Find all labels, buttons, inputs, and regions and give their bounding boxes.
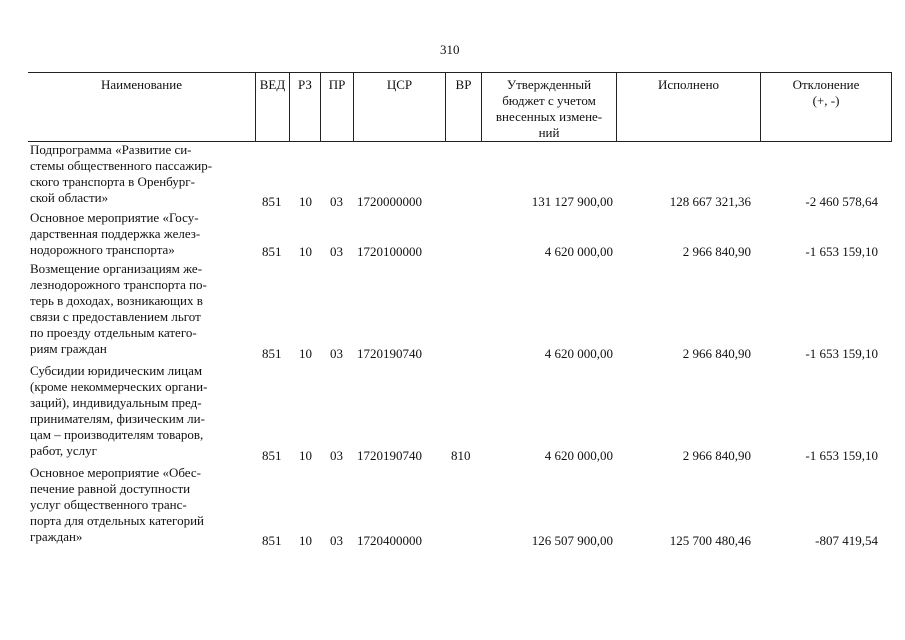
header-vr: ВР: [445, 73, 481, 141]
cell-ved: 851: [262, 448, 282, 463]
row-name: Основное мероприятие «Госу- дарственная поддержка желез- нодорожного транспорта»: [30, 210, 201, 257]
row-name: Возмещение организациям же- лезнодорожного транспорта по- терь в доходах, возникающих в связи с предоставлением льгот по проезду отдельным катего- риям граждан: [30, 261, 207, 356]
cell-deviation: -1 653 159,10: [805, 448, 878, 463]
header-deviation-line: (+, -): [812, 93, 840, 108]
cell-ved: 851: [262, 244, 282, 259]
header-approved-line: бюджет с учетом: [502, 93, 596, 108]
cell-approved: 4 620 000,00: [544, 244, 613, 259]
header-pr: ПР: [320, 73, 353, 141]
header-approved-line: ний: [538, 125, 560, 140]
cell-approved: 4 620 000,00: [544, 346, 613, 361]
cell-rz: 10: [299, 244, 312, 259]
cell-rz: 10: [299, 346, 312, 361]
header-deviation: [760, 73, 892, 141]
cell-executed: 125 700 480,46: [669, 533, 751, 548]
header-name: Наименование: [101, 77, 182, 92]
page-number: 310: [440, 42, 460, 57]
header-ved: ВЕД: [255, 73, 289, 141]
cell-ved: 851: [262, 194, 282, 209]
cell-pr: 03: [330, 448, 343, 463]
cell-csr: 1720000000: [357, 194, 422, 209]
header-executed: Исполнено: [616, 73, 760, 141]
row-name: Подпрограмма «Развитие си- стемы общественного пассажир- ского транспорта в Оренбург- ской области»: [30, 142, 213, 205]
cell-vr: 810: [451, 448, 471, 463]
cell-csr: 1720100000: [357, 244, 422, 259]
row-name: Субсидии юридическим лицам (кроме некоммерческих органи- заций), индивидуальным пред- принимателям, физическим ли- цам – производителям товаров, работ, услуг: [30, 363, 208, 458]
cell-csr: 1720190740: [357, 346, 422, 361]
cell-pr: 03: [330, 194, 343, 209]
cell-executed: 128 667 321,36: [669, 194, 751, 209]
cell-approved: 131 127 900,00: [531, 194, 613, 209]
cell-executed: 2 966 840,90: [682, 244, 751, 259]
header-approved-line: Утвержденный: [506, 77, 592, 92]
cell-ved: 851: [262, 346, 282, 361]
cell-deviation: -807 419,54: [815, 533, 878, 548]
cell-csr: 1720400000: [357, 533, 422, 548]
header-csr: ЦСР: [353, 73, 445, 141]
table-header: [28, 72, 892, 142]
cell-ved: 851: [262, 533, 282, 548]
cell-pr: 03: [330, 533, 343, 548]
cell-executed: 2 966 840,90: [682, 346, 751, 361]
cell-executed: 2 966 840,90: [682, 448, 751, 463]
header-approved: [481, 73, 616, 141]
cell-deviation: -2 460 578,64: [805, 194, 878, 209]
cell-approved: 4 620 000,00: [544, 448, 613, 463]
cell-pr: 03: [330, 346, 343, 361]
cell-deviation: -1 653 159,10: [805, 244, 878, 259]
header-deviation-line: Отклонение: [792, 77, 860, 92]
cell-approved: 126 507 900,00: [531, 533, 613, 548]
header-rz: РЗ: [289, 73, 320, 141]
row-name: Основное мероприятие «Обес- печение равной доступности услуг общественного транс- порта для отдельных категорий граждан»: [30, 465, 204, 544]
header-approved-line: внесенных измене-: [495, 109, 603, 124]
cell-pr: 03: [330, 244, 343, 259]
cell-rz: 10: [299, 448, 312, 463]
cell-rz: 10: [299, 194, 312, 209]
cell-csr: 1720190740: [357, 448, 422, 463]
cell-deviation: -1 653 159,10: [805, 346, 878, 361]
cell-rz: 10: [299, 533, 312, 548]
